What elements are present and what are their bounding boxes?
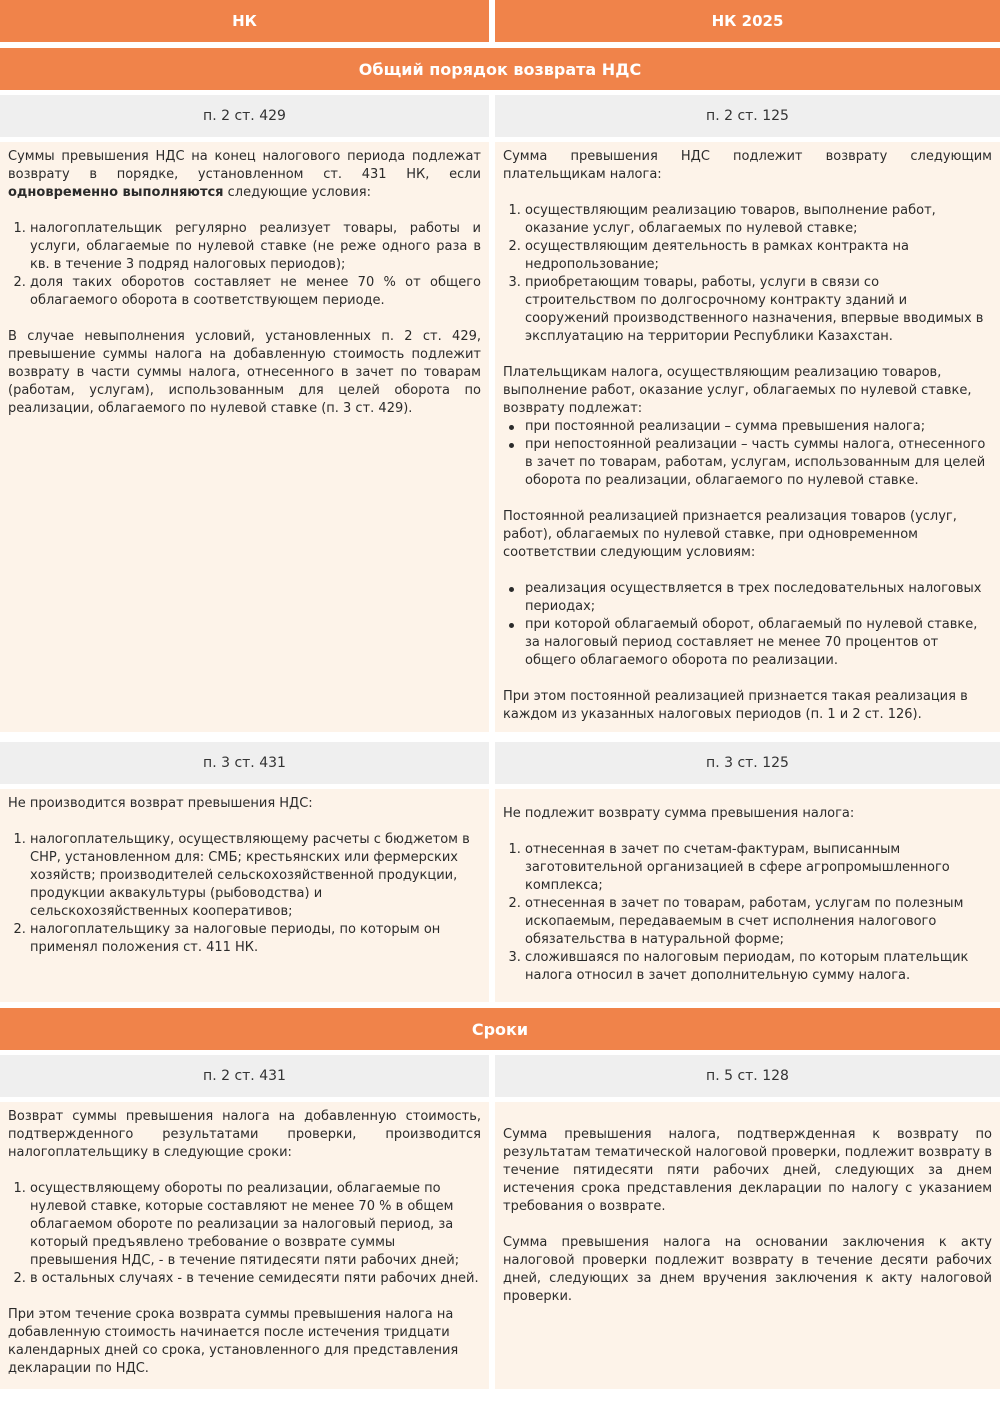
block3-left-list (8, 1180, 481, 1288)
section-general-title: Общий порядок возврата НДС (0, 48, 1000, 90)
bullet-text: при непостоянной реализации – часть суммы налога, отнесенного в зачет по товарам, работам, услугам, использованным для целей оборота по реализации, облагаемого по нулевой ставке. (525, 437, 986, 488)
bullet-text: реализация осуществляется в трех последовательных налоговых периодах; (525, 581, 982, 614)
block1-left-list (8, 220, 481, 310)
block1-right-p4: При этом постоянной реализацией признается такая реализация в каждом из указанных налоговых периодов (п. 1 и 2 ст. 126). (503, 689, 968, 722)
list-item: 1. осуществляющим реализацию товаров, выполнение работ, оказание услуг, облагаемых по нулевой ставке; (525, 202, 992, 238)
block3-right-cell (495, 1102, 1000, 1389)
list-item (525, 580, 992, 616)
bullet-text: при которой облагаемый оборот, облагаемый по нулевой ставке, за налоговый период составляет не менее 70 процентов от общего облагаемого оборота по реализации. (525, 617, 978, 668)
block1-right-cell (495, 142, 1000, 732)
block1-left-outro: В случае невыполнения условий, установленных п. 2 ст. 429, превышение суммы налога на добавленную стоимость подлежит возврату в части суммы налога, отнесенного в зачет по товарам (работам, услугам), использованным для целей оборота по реализации, облагаемого по нулевой ставке (п. 3 ст. 429). (8, 329, 481, 416)
block1-right-intro: Сумма превышения НДС подлежит возврату следующим плательщикам налога: (503, 149, 992, 182)
block2-left-list (8, 831, 481, 957)
list-item (525, 436, 992, 490)
block1-right-ref: п. 2 ст. 125 (495, 95, 1000, 137)
block3-left-ref: п. 2 ст. 431 (0, 1055, 489, 1097)
list-item (525, 418, 992, 436)
bullet-icon (509, 443, 514, 448)
bullet-icon (509, 623, 514, 628)
block1-right-list (503, 202, 992, 346)
list-item: 2. доля таких оборотов составляет не менее 70 % от общего облагаемого оборота в соответствующем периоде. (30, 274, 481, 310)
list-item: 2. отнесенная в зачет по товарам, работам, услугам по полезным ископаемым, передаваемым в счет исполнения налогового обязательства в натуральной форме; (525, 895, 992, 949)
bullet-icon (509, 425, 514, 430)
block1-right-p3: Постоянной реализацией признается реализация товаров (услуг, работ), облагаемых по нулевой ставке, при одновременном соответствии следующим условиям: (503, 509, 957, 560)
bullet-icon (509, 587, 514, 592)
list-item: 2. налогоплательщику за налоговые периоды, по которым он применял положения ст. 411 НК. (30, 921, 481, 957)
list-item (525, 616, 992, 670)
header-right: НК 2025 (495, 0, 1000, 42)
bullet-text: при постоянной реализации – сумма превышения налога; (525, 419, 926, 434)
list-item: 2. осуществляющим деятельность в рамках контракта на недропользование; (525, 238, 992, 274)
block1-left-intro (8, 148, 481, 202)
header-left: НК (0, 0, 489, 42)
list-item: 1. отнесенная в зачет по счетам-фактурам, выписанным заготовительной организацией в сфере агропромышленного комплекса; (525, 841, 992, 895)
block3-left-intro: Возврат суммы превышения налога на добавленную стоимость, подтвержденного результатами проверки, производится налогоплательщику в следующие сроки: (8, 1109, 481, 1160)
block2-right-cell (495, 789, 1000, 1002)
intro-bold: одновременно выполняются (8, 185, 224, 200)
list-item: 1. осуществляющему обороты по реализации, облагаемые по нулевой ставке, которые составляют не менее 70 % в общем облагаемом обороте по реализации за налоговый период, за который предъявлено требование о возврате суммы превышения НДС, - в течение пятидесяти пяти рабочих дней; (30, 1180, 481, 1270)
block3-right-p1: Сумма превышения налога, подтвержденная к возврату по результатам тематической налоговой проверки, подлежит возврату в течение пятидесяти пяти рабочих дней, следующих за днем истечения срока представления декларации по налогу с указанием требования о возврате. (503, 1127, 992, 1214)
intro-text: Суммы превышения НДС на конец налогового периода подлежат возврату в порядке, установленном ст. 431 НК, если (8, 149, 481, 182)
block2-left-cell (0, 789, 489, 1002)
list-item: 1. налогоплательщик регулярно реализует товары, работы и услуги, облагаемые по нулевой ставке (не реже одного раза в кв. в течение 3 подряд налоговых периодов); (30, 220, 481, 274)
block1-right-bullets1 (503, 418, 992, 490)
block1-left-ref: п. 2 ст. 429 (0, 95, 489, 137)
block3-left-outro: При этом течение срока возврата суммы превышения налога на добавленную стоимость начинается после истечения тридцати календарных дней со срока, установленного для представления декларации по НДС. (8, 1307, 459, 1376)
block1-right-bullets2 (503, 580, 992, 670)
block1-left-cell (0, 142, 489, 732)
list-item: 3. приобретающим товары, работы, услуги в связи со строительством по долгосрочному контракту зданий и сооружений производственного назначения, впервые вводимых в эксплуатацию на территории Республики Казахстан. (525, 274, 992, 346)
block2-left-ref: п. 3 ст. 431 (0, 742, 489, 784)
block2-right-list (503, 841, 992, 985)
block2-right-intro: Не подлежит возврату сумма превышения налога: (503, 806, 855, 821)
list-item: 2. в остальных случаях - в течение семидесяти пяти рабочих дней. (30, 1270, 481, 1288)
block1-right-p2: Плательщикам налога, осуществляющим реализацию товаров, выполнение работ, оказание услуг, облагаемых по нулевой ставке, возврату подлежат: (503, 365, 972, 416)
block3-right-ref: п. 5 ст. 128 (495, 1055, 1000, 1097)
block2-right-ref: п. 3 ст. 125 (495, 742, 1000, 784)
intro-text: следующие условия: (223, 185, 371, 200)
section-terms-title: Сроки (0, 1008, 1000, 1050)
block2-left-intro: Не производится возврат превышения НДС: (8, 796, 313, 811)
list-item: 3. сложившаяся по налоговым периодам, по которым плательщик налога относил в зачет дополнительную сумму налога. (525, 949, 992, 985)
list-item: 1. налогоплательщику, осуществляющему расчеты с бюджетом в СНР, установленном для: СМБ; крестьянских или фермерских хозяйств; производителей сельскохозяйственной продукции, продукции аквакультуры (рыбоводства) и сельскохозяйственных кооперативов; (30, 831, 481, 921)
block3-left-cell (0, 1102, 489, 1389)
block3-right-p2: Сумма превышения налога на основании заключения к акту налоговой проверки подлежит возврату в течение десяти рабочих дней, следующих за днем вручения заключения к акту налоговой проверки. (503, 1235, 992, 1304)
